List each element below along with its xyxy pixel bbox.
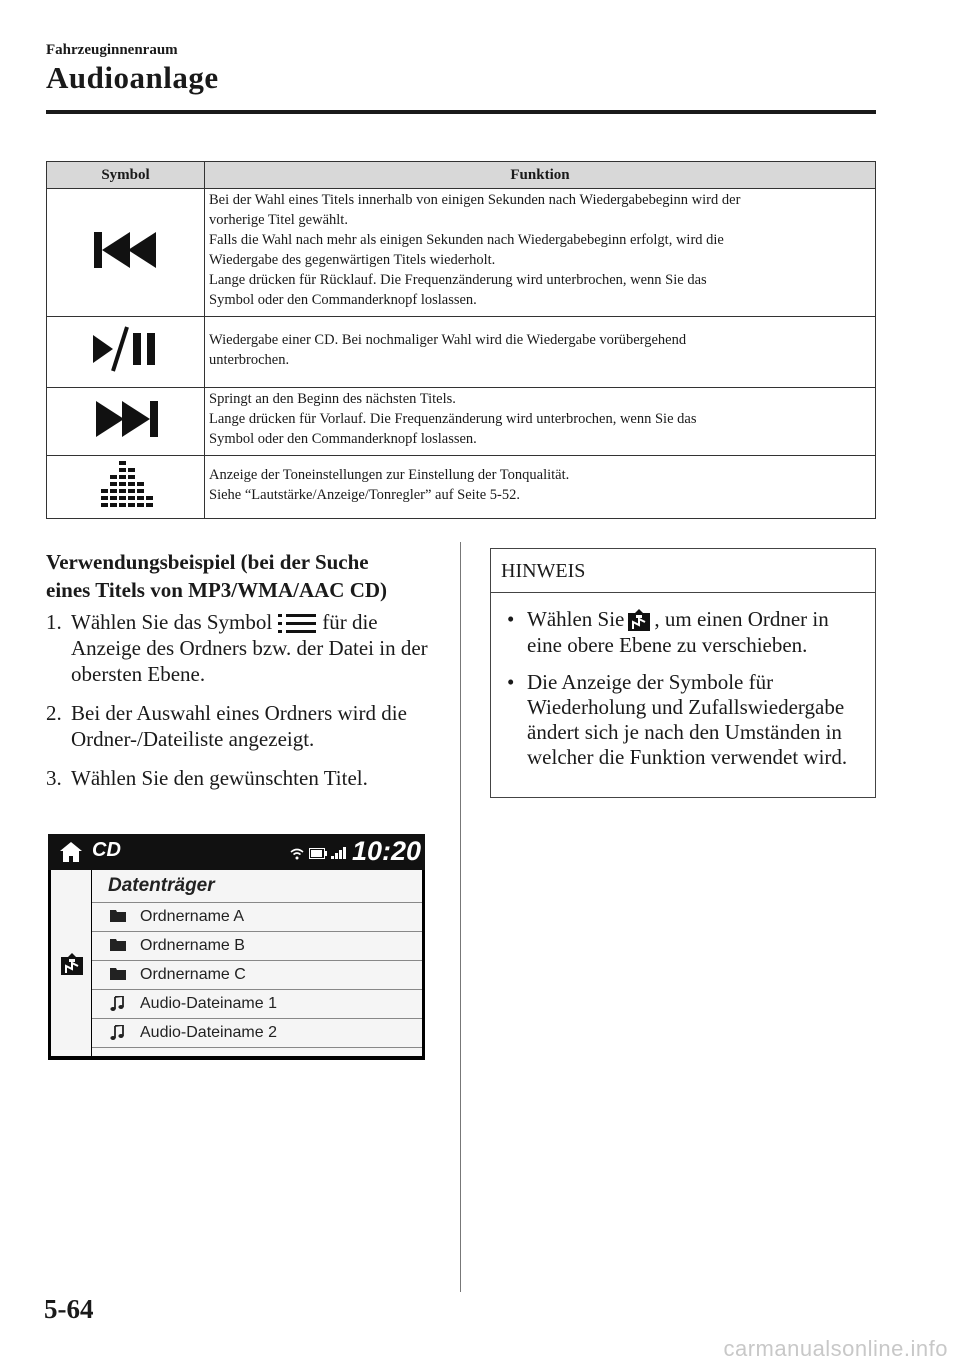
table-cell-line: unterbrochen. [209, 351, 290, 368]
folder-up-icon [627, 609, 651, 633]
file-list [92, 870, 422, 1056]
table-cell-line: Symbol oder den Commanderknopf loslassen. [209, 431, 477, 447]
folder-icon [110, 967, 126, 980]
list-item[interactable]: Audio-Dateiname 1 [92, 990, 422, 1019]
list-item[interactable]: Ordnername B [92, 932, 422, 961]
list-item: 3. Wählen Sie den gewünschten Titel. [46, 766, 368, 791]
page-number: 5-64 [44, 1294, 94, 1324]
symbol-header: Symbol [47, 162, 205, 189]
function-header: Funktion [205, 162, 876, 189]
play-pause-icon [93, 325, 159, 373]
list-title: Datenträger [92, 870, 422, 903]
table-cell-line: Lange drücken für Rücklauf. Die Frequenzänderung wird unterbrochen, wenn Sie das [209, 272, 707, 288]
music-note-icon [110, 996, 124, 1012]
folder-icon [110, 938, 126, 951]
table-cell-line: Symbol oder den Commanderknopf loslassen. [209, 292, 477, 308]
bullet-icon: • [507, 670, 515, 695]
list-item[interactable]: Ordnername A [92, 903, 422, 932]
list-item: 2. Bei der Auswahl eines Ordners wird die Ordner-/Dateiliste angezeigt. [46, 701, 407, 752]
table-cell-line: Springt an den Beginn des nächsten Titels. [209, 391, 456, 407]
section-label: Fahrzeuginnenraum [46, 42, 178, 58]
watermark: carmanualsonline.info [723, 1336, 948, 1361]
table-cell-line: Anzeige der Toneinstellungen zur Einstellung der Tonqualität. [209, 466, 570, 483]
table-cell-line: Wiedergabe des gegenwärtigen Titels wiederholt. [209, 252, 496, 268]
table-cell-line: Wiedergabe einer CD. Bei nochmaliger Wahl wird die Wiedergabe vorübergehend [209, 331, 687, 348]
page-title: Audioanlage [46, 60, 219, 95]
list-item: • Die Anzeige der Symbole für Wiederholung und Zufallswiedergabe ändert sich je nach den Umständen in welcher die Funktion verwendet wird. [507, 670, 848, 770]
folder-icon [110, 909, 126, 922]
cd-screen [48, 834, 425, 1060]
folder-up-icon[interactable] [60, 953, 84, 977]
list-item: • Wählen Sie , um einen Ordner in eine obere Ebene zu verschieben. [507, 607, 829, 658]
usage-heading: Verwendungsbeispiel (bei der Suche eines Titels von MP3/WMA/AAC CD) [46, 550, 388, 602]
home-icon[interactable] [60, 842, 82, 862]
table-cell-line: vorherige Titel gewählt. [209, 212, 348, 228]
table-row [47, 388, 876, 456]
note-title: HINWEIS [491, 549, 875, 593]
list-item: 1. Wählen Sie das Symbol für die Anzeige des Ordners bzw. der Datei in der obersten Ebene. [46, 610, 428, 687]
list-item[interactable]: Ordnername C [92, 961, 422, 990]
note-box [490, 548, 876, 798]
title-rule [46, 110, 876, 114]
source-label: CD [92, 839, 121, 861]
table-row [47, 189, 876, 317]
signal-icon [331, 847, 347, 859]
table-cell-line: Falls die Wahl nach mehr als einigen Sekunden nach Wiedergabebeginn erfolgt, wird die [209, 232, 724, 248]
wifi-icon [290, 848, 304, 860]
table-row [47, 317, 876, 388]
clock: 10:20 [351, 836, 421, 866]
equalizer-icon [98, 461, 154, 507]
music-note-icon [110, 1025, 124, 1041]
table-cell-line: Lange drücken für Vorlauf. Die Frequenzänderung wird unterbrochen, wenn Sie das [209, 411, 697, 427]
steps-list [46, 609, 446, 804]
bullet-icon: • [507, 607, 515, 631]
status-bar [48, 834, 425, 870]
sidebar [51, 870, 91, 1056]
list-icon [278, 613, 316, 635]
previous-track-icon [94, 229, 158, 271]
next-track-icon [94, 398, 158, 440]
table-cell-line: Bei der Wahl eines Titels innerhalb von einigen Sekunden nach Wiedergabebeginn wird der [209, 192, 741, 208]
table-cell-line: Siehe “Lautstärke/Anzeige/Tonregler” auf Seite 5-52. [209, 486, 521, 503]
column-divider [460, 542, 461, 1292]
list-item[interactable]: Audio-Dateiname 2 [92, 1019, 422, 1048]
symbol-table [46, 161, 876, 519]
battery-icon [309, 848, 327, 859]
table-row [47, 456, 876, 519]
